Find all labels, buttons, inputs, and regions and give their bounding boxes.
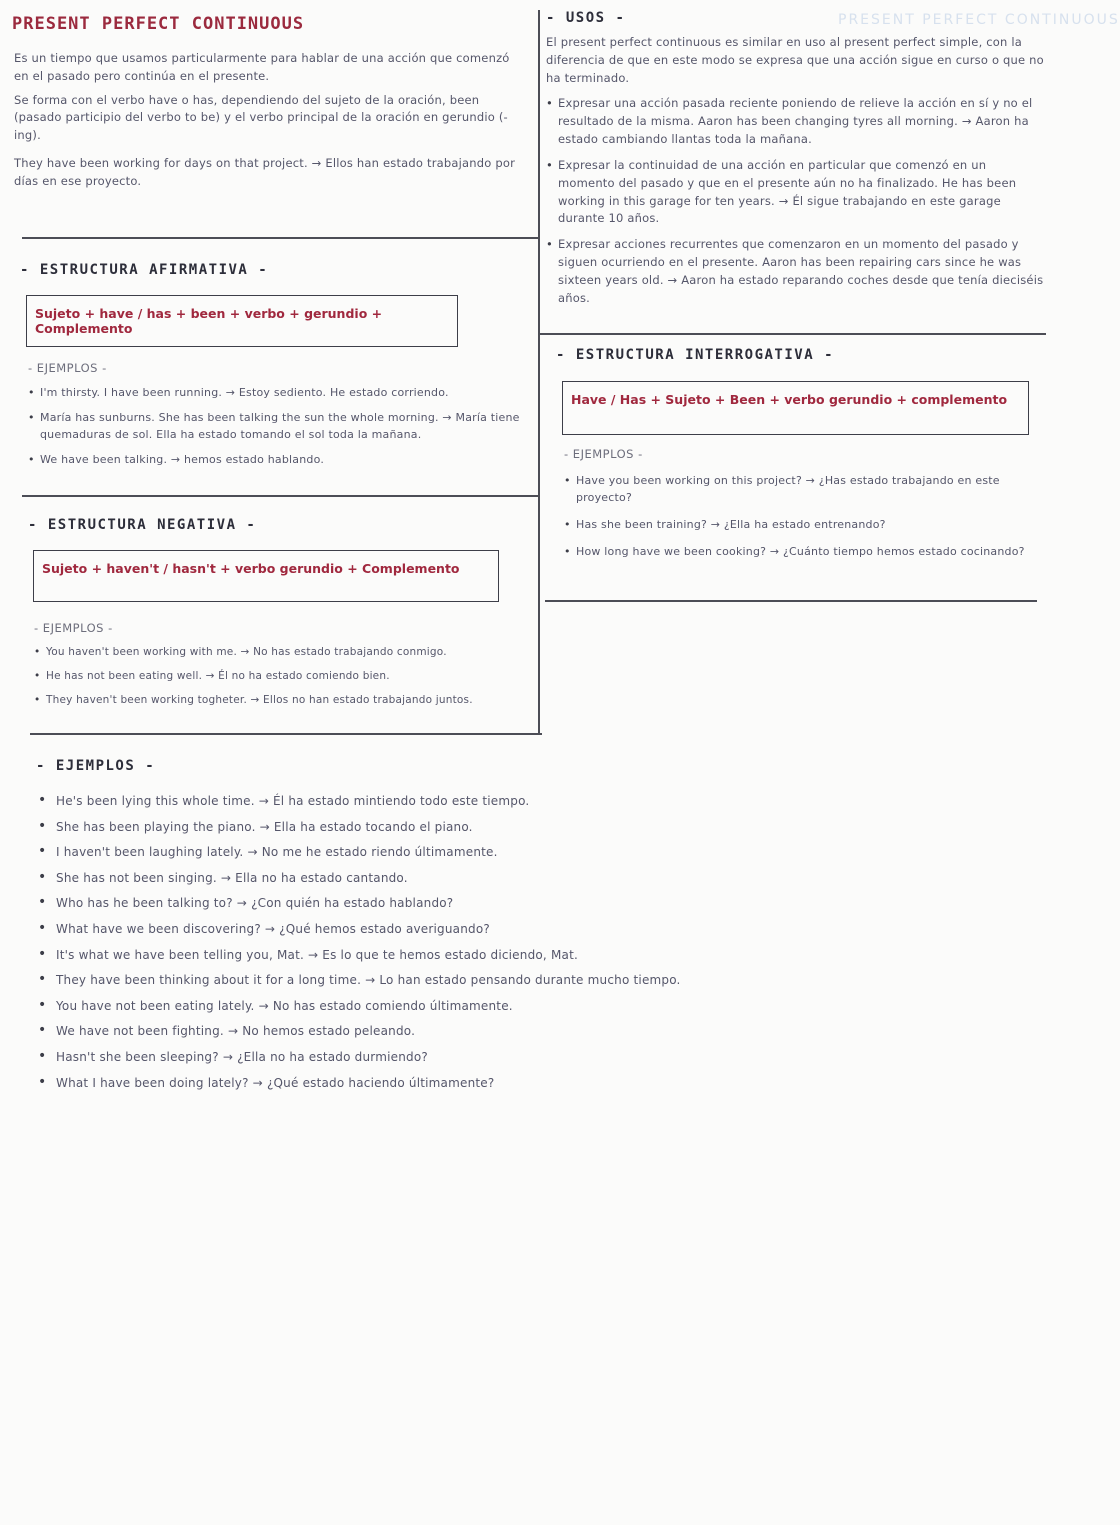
negativa-formula-box	[33, 550, 499, 602]
interrogativa-formula-box	[562, 381, 1029, 435]
ejemplo-item: • She has been playing the piano. → Ella ha estado tocando el piano.	[38, 818, 818, 837]
afirmativa-example: • We have been talking. → hemos estado hablando.	[28, 451, 536, 468]
afirmativa-examples	[28, 360, 536, 468]
interrogativa-ejemplos-label: - EJEMPLOS -	[564, 447, 643, 461]
negativa-example: • He has not been eating well. → Él no ha estado comiendo bien.	[34, 668, 534, 684]
interrogativa-example: • Has she been training? → ¿Ella ha estado entrenando?	[564, 516, 1044, 533]
usos-item: • Expresar la continuidad de una acción en particular que comenzó en un momento del pasado y que en el presente aún no ha finalizado. He has been working in this garage for ten years. → Él sigue trabajando en este garage durante 10 años.	[546, 157, 1046, 228]
negativa-ejemplos-label: - EJEMPLOS -	[34, 621, 113, 635]
ejemplo-item: • It's what we have been telling you, Mat. → Es lo que te hemos estado diciendo, Mat.	[38, 946, 818, 965]
ejemplo-item: • Hasn't she been sleeping? → ¿Ella no ha estado durmiendo?	[38, 1048, 818, 1067]
negativa-formula: Sujeto + haven't / hasn't + verbo gerundio + Complemento	[42, 561, 460, 576]
usos-item: • Expresar una acción pasada reciente poniendo de relieve la acción en sí y no el resultado de la misma. Aaron has been changing tyres all morning. → Aaron ha estado cambiando llantas toda la mañana.	[546, 95, 1046, 148]
usos-heading: - USOS -	[546, 10, 626, 26]
divider-negativa	[30, 733, 542, 735]
divider-interrogativa	[545, 600, 1037, 602]
ejemplo-item: • They have been thinking about it for a long time. → Lo han estado pensando durante mucho tiempo.	[38, 971, 818, 990]
ejemplo-item: • We have not been fighting. → No hemos estado peleando.	[38, 1022, 818, 1041]
ejemplo-item: • What I have been doing lately? → ¿Qué estado haciendo últimamente?	[38, 1074, 818, 1093]
intro-section	[14, 50, 524, 191]
negativa-heading: - ESTRUCTURA NEGATIVA -	[28, 517, 257, 533]
ejemplos-list	[38, 792, 818, 1099]
usos-item: • Expresar acciones recurrentes que comenzaron en un momento del pasado y siguen ocurriendo en el presente. Aaron has been repairing cars since he was sixteen years old. → Aaron ha estado reparando coches desde que tenía dieciséis años.	[546, 236, 1046, 307]
afirmativa-formula-box	[26, 295, 458, 347]
ejemplo-item: • You have not been eating lately. → No has estado comiendo últimamente.	[38, 997, 818, 1016]
interrogativa-example: • Have you been working on this project? → ¿Has estado trabajando en este proyecto?	[564, 472, 1044, 506]
afirmativa-ejemplos-label: - EJEMPLOS -	[28, 361, 107, 375]
divider-afirmativa	[22, 495, 538, 497]
ejemplo-item: • What have we been discovering? → ¿Qué hemos estado averiguando?	[38, 920, 818, 939]
intro-paragraph-1: Es un tiempo que usamos particularmente para hablar de una acción que comenzó en el pasado pero continúa en el presente.	[14, 51, 510, 83]
ejemplo-item: • I haven't been laughing lately. → No me he estado riendo últimamente.	[38, 843, 818, 862]
usos-intro: El present perfect continuous es similar en uso al present perfect simple, con la diferencia de que en este modo se expresa que una acción sigue en curso o que no ha terminado.	[546, 35, 1044, 85]
watermark: PRESENT PERFECT CONTINUOUS	[838, 12, 1120, 28]
afirmativa-formula: Sujeto + have / has + been + verbo + gerundio + Complemento	[35, 306, 383, 336]
afirmativa-example: • I'm thirsty. I have been running. → Estoy sediento. He estado corriendo.	[28, 384, 536, 401]
afirmativa-heading: - ESTRUCTURA AFIRMATIVA -	[20, 262, 269, 278]
page-title: PRESENT PERFECT CONTINUOUS	[12, 14, 305, 34]
ejemplo-item: • She has not been singing. → Ella no ha estado cantando.	[38, 869, 818, 888]
usos-section	[546, 34, 1046, 307]
afirmativa-example: • María has sunburns. She has been talking the sun the whole morning. → María tiene quemaduras de sol. Ella ha estado tomando el sol toda la mañana.	[28, 409, 536, 443]
negativa-examples	[34, 620, 534, 709]
intro-example: They have been working for days on that project. → Ellos han estado trabajando por días en ese proyecto.	[14, 156, 516, 188]
interrogativa-heading: - ESTRUCTURA INTERROGATIVA -	[556, 347, 835, 363]
interrogativa-formula: Have / Has + Sujeto + Been + verbo gerundio + complemento	[571, 392, 1008, 407]
ejemplos-heading: - EJEMPLOS -	[36, 758, 156, 774]
negativa-example: • They haven't been working togheter. → Ellos no han estado trabajando juntos.	[34, 692, 534, 708]
ejemplo-item: • He's been lying this whole time. → Él ha estado mintiendo todo este tiempo.	[38, 792, 818, 811]
divider-vertical	[538, 10, 540, 735]
divider-usos	[540, 333, 1046, 335]
interrogativa-examples	[564, 446, 1044, 560]
interrogativa-example: • How long have we been cooking? → ¿Cuánto tiempo hemos estado cocinando?	[564, 543, 1044, 560]
intro-paragraph-2: Se forma con el verbo have o has, dependiendo del sujeto de la oración, been (pasado participio del verbo to be) y el verbo principal de la oración en gerundio (-ing).	[14, 92, 508, 143]
ejemplo-item: • Who has he been talking to? → ¿Con quién ha estado hablando?	[38, 894, 818, 913]
negativa-example: • You haven't been working with me. → No has estado trabajando conmigo.	[34, 644, 534, 660]
divider-intro	[22, 237, 538, 239]
